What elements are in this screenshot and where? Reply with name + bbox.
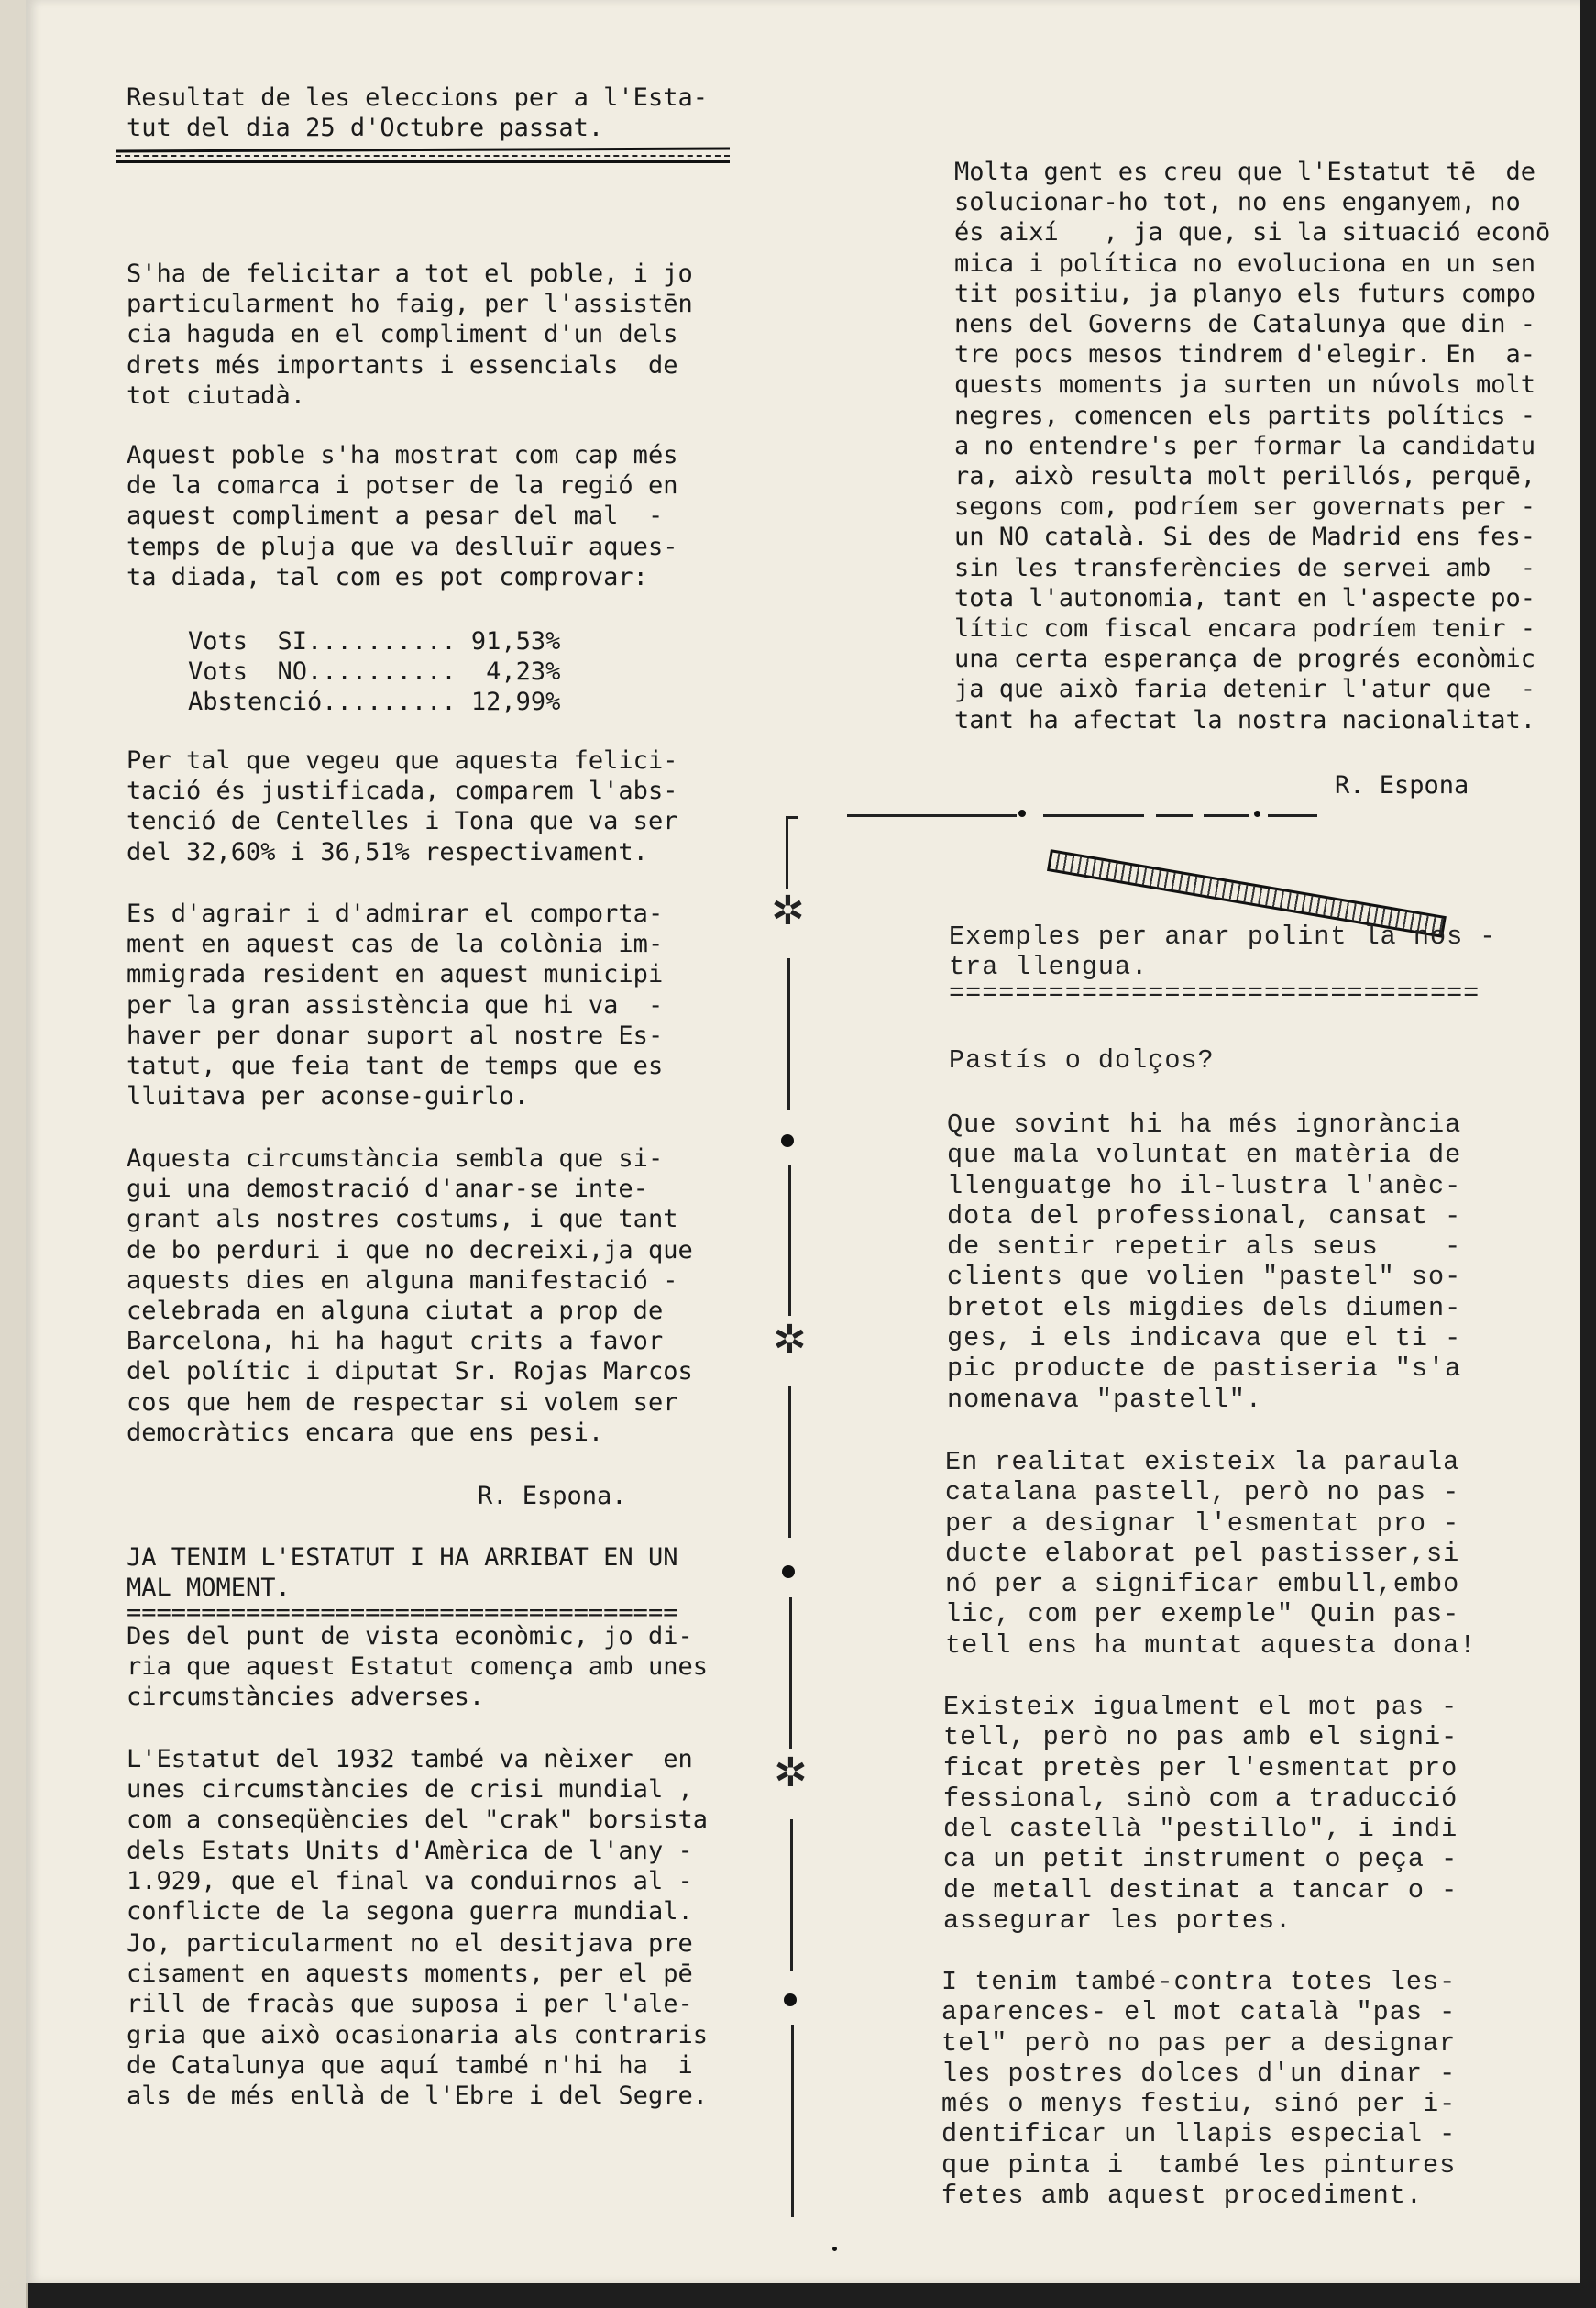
text-line: fessional, sinò com a traducció — [943, 1783, 1458, 1814]
asterisk-ornament-icon: ✲ — [773, 1317, 807, 1364]
page-binding — [0, 0, 28, 2308]
text-line: Aquesta circumstància sembla que si- — [127, 1144, 664, 1173]
text-line: nó per a significar embull,embo — [945, 1569, 1460, 1600]
text-line: ta diada, tal com es pot comprovar: — [127, 562, 648, 591]
text-line: a no entendre's per formar la candidatu — [954, 431, 1535, 460]
heading-rule: ================================ — [949, 977, 1480, 1009]
text-line: celebrada en alguna ciutat a prop de — [127, 1297, 664, 1326]
text-line: haver per donar suport al nostre Es- — [127, 1021, 664, 1050]
text-line: rill de fracàs que suposa i per l'ale- — [127, 1990, 693, 2019]
text-line: tell, però no pas amb el signi- — [943, 1722, 1458, 1753]
integration-paragraph — [127, 1143, 693, 1448]
particular-opinion-paragraph — [127, 1928, 708, 2111]
text-line: En realitat existeix la paraula — [945, 1447, 1460, 1477]
text-line: per la gran assistència que hi va - — [127, 990, 664, 1020]
text-line: clients que volien "pastel" so- — [947, 1262, 1462, 1293]
text-line: tit positiu, ja planyo els futurs compo — [954, 279, 1535, 308]
bleed-through-decoration: . — [686, 139, 694, 167]
text-line: llenguatge ho il-lustra l'anèc- — [947, 1170, 1462, 1201]
intro-paragraph — [127, 259, 693, 411]
text-line: tant ha afectat la nostra nacionalitat. — [954, 705, 1535, 734]
text-line: pic producte de pastiseria "s'a — [947, 1353, 1462, 1385]
text-line: tació és justificada, comparem l'abs- — [127, 777, 678, 806]
text-line: negres, comencen els partits polítics - — [954, 401, 1535, 430]
text-line: que pinta i també les pintures — [941, 2149, 1457, 2181]
header-line-2: tut del dia 25 d'Octubre passat. — [127, 114, 604, 143]
text-line: és així , ja que, si la situació econō — [954, 218, 1551, 248]
text-line: de sentir repetir als seus - — [947, 1231, 1462, 1263]
text-line: dels Estats Units d'Amèrica de l'any - — [127, 1836, 693, 1865]
text-line: ges, i els indicava que el ti - — [947, 1323, 1462, 1354]
heading-line-2: tra llengua. — [949, 952, 1149, 983]
author-signature: R. Espona. — [478, 1482, 627, 1510]
text-line: particularment ho faig, per l'assistēn — [127, 290, 693, 319]
comparison-paragraph — [127, 745, 677, 867]
text-line: com a conseqüències del "crak" borsista — [127, 1806, 708, 1835]
text-line: aquest compliment a pesar del mal - — [127, 502, 664, 531]
text-line: mmigrada resident en aquest municipi — [127, 960, 664, 989]
text-line: bretot els migdies dels diumen- — [947, 1292, 1462, 1323]
text-line: sin les transferències de servei amb - — [954, 553, 1535, 582]
text-line: ja que això faria detenir l'atur que - — [954, 675, 1535, 704]
estatut-1932-paragraph — [127, 1744, 708, 1927]
text-line: gria que això ocasionaria als contraris — [127, 2020, 708, 2049]
heading-line-1: Exemples per anar polint la nos - — [949, 922, 1497, 952]
asterisk-ornament-icon: ✲ — [774, 1750, 808, 1796]
text-line: tre pocs mesos tindrem d'elegir. En a- — [954, 340, 1535, 370]
text-line: més o menys festiu, sinó per i- — [941, 2089, 1457, 2120]
text-line: unes circumstàncies de crisi mundial , — [127, 1775, 693, 1805]
anecdote-paragraph — [947, 1110, 1461, 1415]
text-line: dentificar un llapis especial - — [941, 2119, 1457, 2150]
text-line: ria que aquest Estatut comença amb unes — [127, 1652, 708, 1682]
text-line: ca un petit instrument o peça - — [943, 1844, 1458, 1875]
text-line: Molta gent es creu que l'Estatut tē de — [954, 158, 1535, 186]
text-line: un NO català. Si des de Madrid ens fes- — [954, 523, 1535, 552]
estatut-article-heading — [127, 1542, 678, 1628]
text-line: Que sovint hi ha més ignorància — [947, 1110, 1462, 1140]
text-line: assegurar les portes. — [943, 1905, 1293, 1937]
poble-paragraph — [127, 440, 677, 592]
text-line: tenció de Centelles i Tona que va ser — [127, 807, 678, 836]
text-line: Es d'agrair i d'admirar el comporta- — [127, 900, 664, 928]
text-line: democràtics encara que ens pesi. — [127, 1418, 604, 1447]
document-page — [26, 0, 1580, 2283]
text-line: solucionar-ho tot, no ens enganyem, no — [954, 188, 1521, 217]
text-line: per a designar l'esmentat pro - — [945, 1507, 1460, 1539]
text-line: quests moments ja surten un núvols molt — [954, 370, 1535, 400]
text-line: aparences- el mot català "pas - — [941, 1997, 1457, 2028]
text-line: segons com, podríem ser governats per - — [954, 492, 1535, 522]
text-line: ra, això resulta molt perillós, perquē, — [954, 462, 1535, 491]
language-examples-heading — [949, 922, 1497, 1009]
election-results-header — [127, 83, 708, 143]
signature-1 — [478, 1481, 627, 1511]
vote-row-abstention: Abstenció......... 12,99% — [188, 688, 561, 717]
text-line: cia haguda en el compliment d'un dels — [127, 320, 678, 349]
text-line: 1.929, que el final va conduirnos al - — [127, 1866, 693, 1895]
asterisk-ornament-icon: ✲ — [771, 888, 805, 934]
text-line: de la comarca i potser de la regió en — [127, 471, 678, 501]
vote-results — [188, 626, 560, 718]
text-line: Per tal que vegeu que aquesta felici- — [127, 746, 678, 775]
heading-line-2: MAL MOMENT. — [127, 1574, 291, 1603]
divider-dot — [781, 1134, 794, 1147]
vote-row-si: Vots SI.......... 91,53% — [188, 627, 561, 656]
heading-line-1: JA TENIM L'ESTATUT I HA ARRIBAT EN UN — [127, 1543, 678, 1572]
immigrant-colony-paragraph — [127, 899, 663, 1111]
pastis-question — [949, 1045, 1215, 1076]
text-line: cos que hem de respectar si volem ser — [127, 1387, 678, 1417]
text-line: mica i política no evoluciona en un sen — [954, 248, 1535, 278]
signature-2 — [1335, 770, 1469, 801]
text-line: de Catalunya que aquí també n'hi ha i — [127, 2050, 693, 2080]
text-line: nomenava "pastell". — [947, 1384, 1262, 1415]
text-line: dota del professional, cansat - — [947, 1200, 1462, 1231]
text-line: tot ciutadà. — [127, 381, 306, 410]
subheading: Pastís o dolços? — [949, 1045, 1215, 1076]
text-line: que mala voluntat en matèria de — [947, 1140, 1462, 1171]
text-line: aquests dies en alguna manifestació - — [127, 1265, 678, 1295]
divider-dot — [782, 1565, 795, 1578]
text-line: ficat pretès per l'esmentat pro — [943, 1752, 1458, 1783]
text-line: Barcelona, hi ha hagut crits a favor — [127, 1327, 664, 1356]
heading-rule: ===================================== — [127, 1598, 678, 1628]
text-line: catalana pastell, però no pas - — [945, 1477, 1460, 1508]
text-line: L'Estatut del 1932 també va nèixer en — [127, 1745, 693, 1773]
text-line: del 32,60% i 36,51% respectivament. — [127, 837, 648, 867]
pastel-pencil-paragraph — [941, 1967, 1456, 2211]
pastell-paragraph — [945, 1447, 1476, 1661]
estatut-continuation-paragraph — [954, 157, 1550, 735]
text-line: lic, com per exemple" Quin pas- — [945, 1599, 1460, 1630]
text-line: una certa esperança de progrés econòmic — [954, 645, 1535, 674]
text-line: les postres dolces d'un dinar - — [941, 2058, 1457, 2089]
text-line: I tenim també-contra totes les- — [941, 1967, 1457, 1997]
text-line: cisament en aquests moments, per el pē — [127, 1960, 693, 1989]
vote-row-no: Vots NO.......... 4,23% — [188, 657, 561, 687]
text-line: Jo, particularment no el desitjava pre — [127, 1929, 693, 1958]
pestillo-paragraph — [943, 1692, 1458, 1936]
divider-dot — [784, 1993, 797, 2006]
footer-dot — [832, 2247, 837, 2251]
text-line: tell ens ha muntat aquesta dona! — [945, 1629, 1477, 1661]
text-line: tota l'autonomia, tant en l'aspecte po- — [954, 583, 1535, 613]
text-line: temps de pluja que va deslluïr aques- — [127, 532, 678, 561]
text-line: ducte elaborat pel pastisser,si — [945, 1538, 1460, 1569]
header-line-1: Resultat de les eleccions per a l'Esta- — [127, 83, 708, 112]
text-line: de metall destinat a tancar o - — [943, 1874, 1458, 1905]
text-line: conflicte de la segona guerra mundial. — [127, 1897, 693, 1927]
text-line: gui una demostració d'anar-se inte- — [127, 1175, 648, 1204]
text-line: lític com fiscal encara podríem tenir - — [954, 614, 1535, 644]
text-line: tel" però no pas per a designar — [941, 2027, 1457, 2059]
text-line: nens del Governs de Catalunya que din - — [954, 310, 1535, 339]
text-line: lluitava per aconse-guirlo. — [127, 1082, 529, 1111]
text-line: Existeix igualment el mot pas - — [943, 1692, 1458, 1722]
text-line: del castellà "pestillo", i indi — [943, 1814, 1458, 1845]
text-line: grant als nostres costums, i que tant — [127, 1205, 678, 1234]
text-line: circumstàncies adverses. — [127, 1683, 485, 1712]
text-line: del polític i diputat Sr. Rojas Marcos — [127, 1357, 693, 1386]
text-line: fetes amb aquest procediment. — [941, 2181, 1423, 2212]
text-line: tatut, que feia tant de temps que es — [127, 1052, 664, 1081]
text-line: de bo perduri i que no decreixi,ja que — [127, 1235, 693, 1264]
text-line: Des del punt de vista econòmic, jo di- — [127, 1622, 693, 1651]
text-line: als de més enllà de l'Ebre i del Segre. — [127, 2082, 708, 2111]
economic-paragraph — [127, 1621, 708, 1713]
text-line: drets més importants i essencials de — [127, 350, 678, 380]
text-line: S'ha de felicitar a tot el poble, i jo — [127, 260, 693, 288]
text-line: ment en aquest cas de la colònia im- — [127, 930, 664, 959]
text-line: Aquest poble s'ha mostrat com cap més — [127, 441, 678, 469]
author-signature: R. Espona — [1335, 771, 1469, 800]
